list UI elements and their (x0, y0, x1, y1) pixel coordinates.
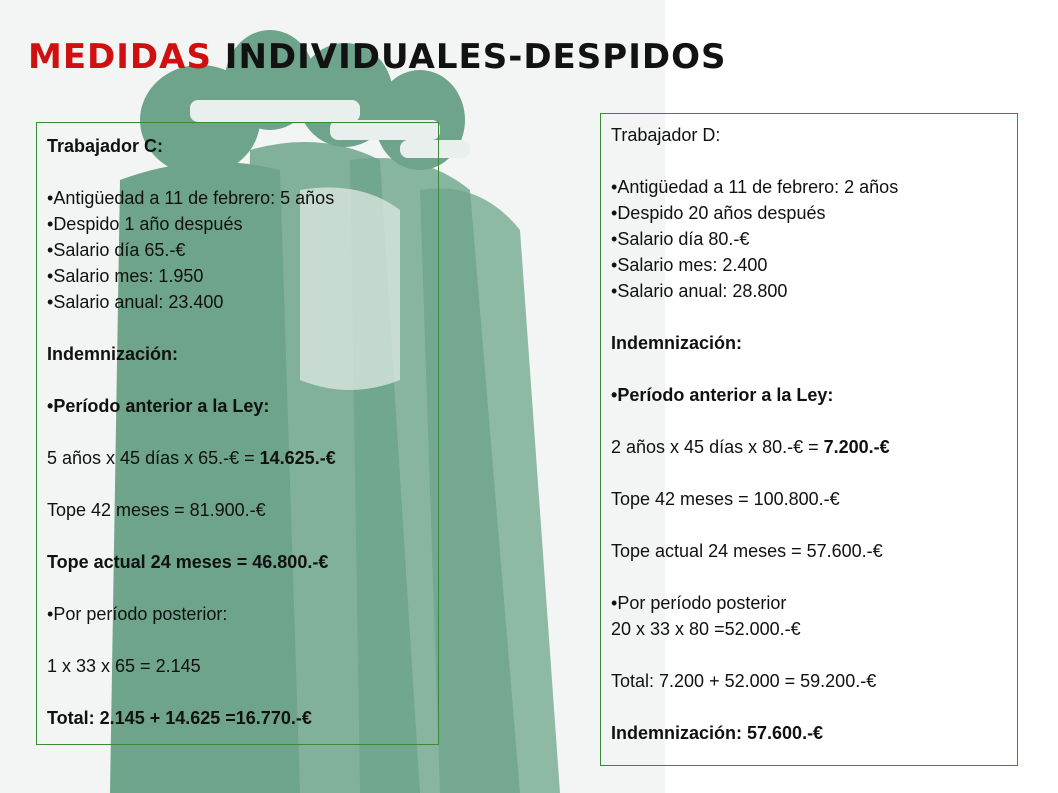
worker-c-tope-actual: Tope actual 24 meses = 46.800.-€ (47, 552, 329, 572)
worker-c-indemnizacion-heading: Indemnización: (47, 344, 179, 364)
worker-d-periodo-posterior-text: Por período posterior (617, 593, 787, 613)
worker-c-periodo-anterior (47, 393, 428, 419)
worker-c-calc-posterior: 1 x 33 x 65 = 2.145 (47, 656, 201, 676)
worker-c-calc-prefix: 5 años x 45 días x 65.-€ = (47, 448, 260, 468)
worker-d-periodo-posterior (611, 590, 1007, 616)
worker-d-calc-result: 7.200.-€ (823, 437, 890, 457)
worker-d-tope-42: Tope 42 meses = 100.800.-€ (611, 489, 840, 509)
title-rest: INDIVIDUALES-DESPIDOS (211, 37, 727, 77)
slide-title (28, 37, 727, 77)
worker-c-periodo-posterior-text: Por período posterior: (53, 604, 228, 624)
worker-c-heading: Trabajador C: (47, 136, 164, 156)
worker-c-salario-mes (47, 263, 428, 289)
worker-d-heading: Trabajador D: (611, 125, 721, 145)
worker-d-antiguedad-text: Antigüedad a 11 de febrero: 2 años (617, 177, 899, 197)
worker-c-salario-mes-text: Salario mes: 1.950 (53, 266, 204, 286)
worker-c-antiguedad (47, 185, 428, 211)
worker-c-salario-dia (47, 237, 428, 263)
worker-c-salario-dia-text: Salario día 65.-€ (53, 240, 186, 260)
worker-d-indemnizacion-heading: Indemnización: (611, 333, 743, 353)
worker-c-salario-anual-text: Salario anual: 23.400 (53, 292, 224, 312)
worker-d-calc-line (611, 434, 1007, 460)
worker-d-antiguedad (611, 174, 1007, 200)
worker-d-calc-posterior: 20 x 33 x 80 =52.000.-€ (611, 619, 801, 639)
worker-d-card (600, 113, 1018, 766)
worker-d-salario-mes (611, 252, 1007, 278)
worker-c-salario-anual (47, 289, 428, 315)
worker-d-salario-mes-text: Salario mes: 2.400 (617, 255, 768, 275)
worker-c-tope-42: Tope 42 meses = 81.900.-€ (47, 500, 266, 520)
worker-d-periodo-anterior-text: Período anterior a la Ley: (617, 385, 834, 405)
worker-c-calc-result: 14.625.-€ (259, 448, 336, 468)
worker-c-calc-line (47, 445, 428, 471)
worker-d-salario-dia-text: Salario día 80.-€ (617, 229, 750, 249)
worker-d-despido (611, 200, 1007, 226)
worker-c-total: Total: 2.145 + 14.625 =16.770.-€ (47, 708, 312, 728)
worker-d-indemnizacion-final: Indemnización: 57.600.-€ (611, 723, 824, 743)
worker-d-calc-prefix: 2 años x 45 días x 80.-€ = (611, 437, 824, 457)
worker-c-antiguedad-text: Antigüedad a 11 de febrero: 5 años (53, 188, 335, 208)
worker-c-periodo-posterior (47, 601, 428, 627)
worker-c-despido (47, 211, 428, 237)
worker-d-salario-dia (611, 226, 1007, 252)
worker-d-tope-actual: Tope actual 24 meses = 57.600.-€ (611, 541, 883, 561)
worker-d-salario-anual (611, 278, 1007, 304)
worker-c-despido-text: Despido 1 año después (53, 214, 243, 234)
worker-d-total: Total: 7.200 + 52.000 = 59.200.-€ (611, 671, 877, 691)
worker-c-periodo-anterior-text: Período anterior a la Ley: (53, 396, 270, 416)
worker-c-card (36, 122, 439, 745)
worker-d-despido-text: Despido 20 años después (617, 203, 826, 223)
title-accent-word: MEDIDAS (28, 37, 212, 77)
worker-d-periodo-anterior (611, 382, 1007, 408)
worker-d-salario-anual-text: Salario anual: 28.800 (617, 281, 788, 301)
